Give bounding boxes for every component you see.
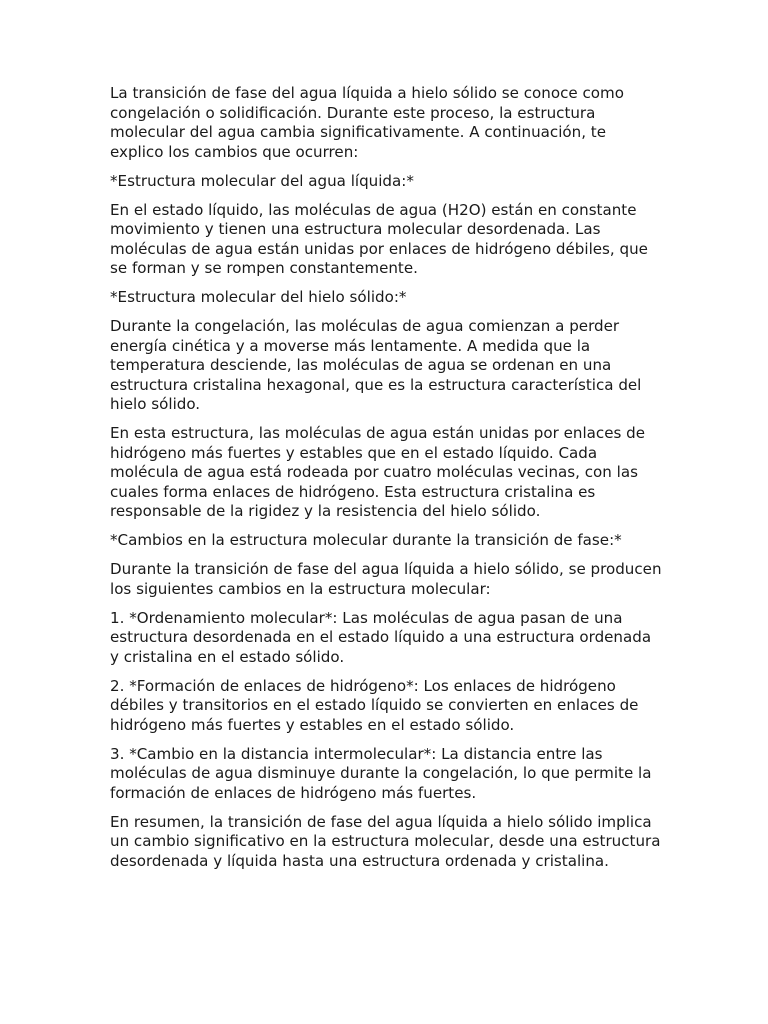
heading-liquid-structure: *Estructura molecular del agua líquida:* xyxy=(110,171,414,190)
phase-change-intro-paragraph: Durante la transición de fase del agua líquida a hielo sólido, se producen los siguientes cambios en la estructura molecular: xyxy=(110,560,662,598)
heading-phase-change: *Cambios en la estructura molecular durante la transición de fase:* xyxy=(110,531,622,549)
list-item-ordering: 1. *Ordenamiento molecular*: Las moléculas de agua pasan de una estructura desordenada en el estado líquido a una estructura ordenada y cristalina en el estado sólido. xyxy=(110,608,652,666)
list-item-hydrogen-bonds: 2. *Formación de enlaces de hidrógeno*: Los enlaces de hidrógeno débiles y transitorios en el estado líquido se convierten en enlaces de hidrógeno más fuertes y estables en el estado sólido. xyxy=(110,676,639,734)
heading-ice-structure: *Estructura molecular del hielo sólido:* xyxy=(110,288,407,306)
list-item-intermolecular-distance: 3. *Cambio en la distancia intermolecular*: La distancia entre las moléculas de agua disminuye durante la congelación, lo que permite la formación de enlaces de hidrógeno más fuertes. xyxy=(110,744,652,802)
document-body xyxy=(110,84,662,881)
ice-structure-paragraph: Durante la congelación, las moléculas de agua comienzan a perder energía cinética y a moverse más lentamente. A medida que la temperatura desciende, las moléculas de agua se ordenan en una estructura cristalina hexagonal, que es la estructura característica del hielo sólido. xyxy=(110,317,642,413)
intro-paragraph: La transición de fase del agua líquida a hielo sólido se conoce como congelación o solidificación. Durante este proceso, la estructura molecular del agua cambia significativamente. A continuación, te explico los cambios que ocurren: xyxy=(110,84,624,161)
ice-bonds-paragraph: En esta estructura, las moléculas de agua están unidas por enlaces de hidrógeno más fuertes y estables que en el estado líquido. Cada molécula de agua está rodeada por cuatro moléculas vecinas, con las cuales forma enlaces de hidrógeno. Esta estructura cristalina es responsable de la rigidez y la resistencia del hielo sólido. xyxy=(110,424,646,520)
liquid-structure-paragraph: En el estado líquido, las moléculas de agua (H2O) están en constante movimiento y tienen una estructura molecular desordenada. Las moléculas de agua están unidas por enlaces de hidrógeno débiles, que se forman y se rompen constantemente. xyxy=(110,200,648,277)
summary-paragraph: En resumen, la transición de fase del agua líquida a hielo sólido implica un cambio significativo en la estructura molecular, desde una estructura desordenada y líquida hasta una estructura ordenada y cristalina. xyxy=(110,812,661,870)
